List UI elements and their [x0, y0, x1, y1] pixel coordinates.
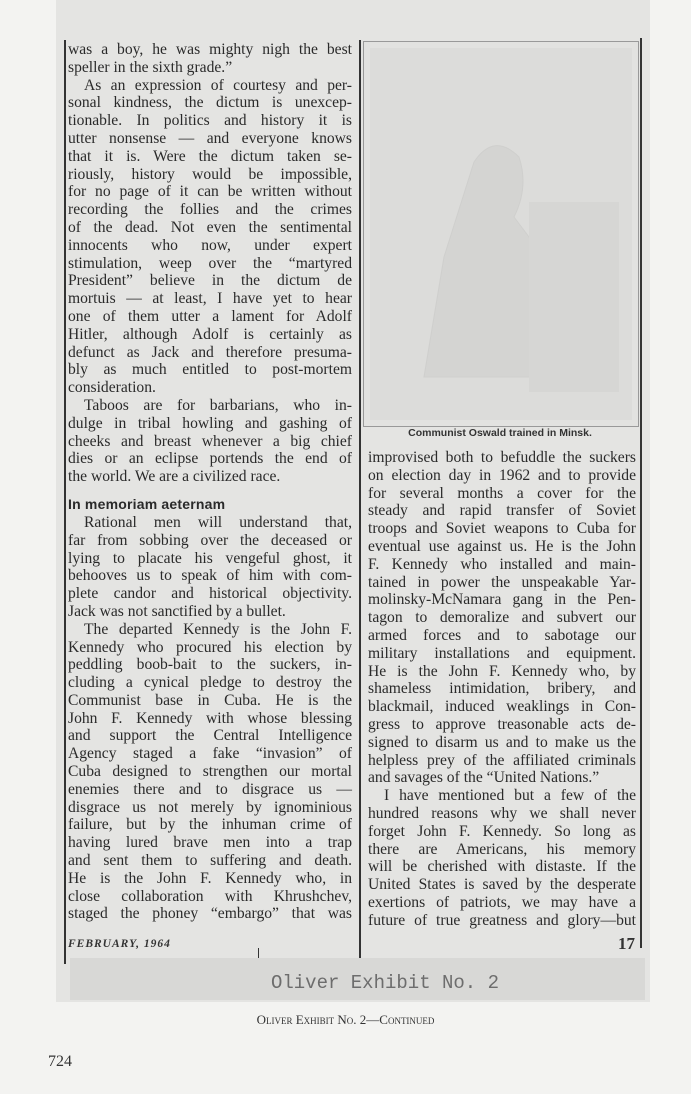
- text-line: utter nonsense — and everyone knows: [68, 129, 352, 147]
- text-line: Jack was not sanctified by a bullet.: [68, 602, 286, 620]
- text-line: having lured brave men into a trap: [68, 834, 352, 852]
- text-line: United States is saved by the desperate: [368, 876, 636, 894]
- text-line: As an expression of courtesy and per-: [84, 76, 352, 94]
- magazine-page-number: 17: [618, 934, 635, 953]
- folio-page-number: 724: [48, 1053, 72, 1070]
- text-line: speller in the sixth grade.”: [68, 58, 233, 76]
- text-line: of the dead. Not even the sentimental: [68, 218, 352, 236]
- text-line: Agency staged a fake “invasion” of: [68, 745, 352, 763]
- text-line: cheeks and breast whenever a big chief: [68, 432, 352, 450]
- oswald-photo: [363, 41, 639, 427]
- text-line: tained in power the unspeakable Yar-: [368, 573, 636, 591]
- text-line: Hitler, although Adolf is certainly as: [68, 325, 352, 343]
- text-line: staged the phoney “embargo” that was: [68, 905, 352, 923]
- text-line: The departed Kennedy is the John F.: [84, 620, 352, 638]
- text-line: He is the John F. Kennedy who, in: [68, 869, 352, 887]
- text-line: hundred reasons why we shall never: [368, 804, 636, 822]
- text-line: lying to placate his vengeful ghost, it: [68, 549, 352, 567]
- text-line: that it is. Were the dictum taken se-: [68, 147, 352, 165]
- text-line: blackmail, induced weaklings in Con-: [368, 698, 636, 716]
- text-line: exertions of patriots, we may have a: [368, 893, 636, 911]
- text-line: signed to disarm us and to make us the: [368, 733, 636, 751]
- text-line: enemies there and to disgrace us —: [68, 780, 352, 798]
- text-line: consideration.: [68, 379, 156, 397]
- text-line: for several months a cover for the: [368, 484, 636, 502]
- text-line: was a boy, he was mighty nigh the best: [68, 41, 352, 58]
- text-line: Cuba designed to strengthen our mortal: [68, 763, 352, 781]
- text-line: F. Kennedy who installed and main-: [368, 555, 636, 573]
- text-line: helpless prey of the affiliated criminals: [368, 751, 636, 769]
- left-column: [68, 41, 352, 923]
- text-line: failure, but by the inhuman crime of: [68, 816, 352, 834]
- text-line: will be cherished with distaste. If the: [368, 858, 636, 876]
- continued-caption: Oliver Exhibit No. 2—Continued: [256, 1012, 435, 1027]
- photo-caption: Communist Oswald trained in Minsk.: [408, 427, 592, 439]
- right-column-rule: [640, 38, 642, 948]
- text-line: eventual use against us. He is the John: [368, 537, 636, 555]
- text-line: Taboos are for barbarians, who in-: [84, 396, 352, 414]
- text-line: and support the Central Intelligence: [68, 727, 352, 745]
- text-line: bly as much entitled to post-mortem: [68, 361, 352, 379]
- text-line: plete candor and historical objectivity.: [68, 585, 352, 603]
- text-line: the world. We are a civilized race.: [68, 468, 281, 486]
- text-line: defunct as Jack and therefore presuma-: [68, 343, 352, 361]
- text-line: troops and Soviet weapons to Cuba for: [368, 520, 636, 538]
- exhibit-stamp: Oliver Exhibit No. 2: [270, 972, 500, 994]
- text-line: far from sobbing over the deceased or: [68, 531, 352, 549]
- text-line: riously, history would be impossible,: [68, 165, 352, 183]
- text-line: Rational men will understand that,: [84, 513, 352, 531]
- text-line: Communist base in Cuba. He is the: [68, 691, 352, 709]
- text-line: armed forces and to sabotage our: [368, 626, 636, 644]
- text-line: forget John F. Kennedy. So long as: [368, 822, 636, 840]
- text-line: behooves us to speak of him with com-: [68, 567, 352, 585]
- text-line: future of true greatness and glory—but: [368, 911, 636, 929]
- text-line: shameless intimidation, bribery, and: [368, 680, 636, 698]
- text-line: stimulation, weep over the “martyred: [68, 254, 352, 272]
- text-line: on election day in 1962 and to provide: [368, 466, 636, 484]
- text-line: disgrace us not merely by ignominious: [68, 798, 352, 816]
- text-line: steady and rapid transfer of Soviet: [368, 502, 636, 520]
- text-line: dies or an eclipse portends the end of: [68, 450, 352, 468]
- text-line: sonal kindness, the dictum is unexcep-: [68, 94, 352, 112]
- text-line: for no page of it can be written without: [68, 183, 352, 201]
- text-line: military installations and equipment.: [368, 644, 636, 662]
- issue-date: FEBRUARY, 1964: [68, 938, 171, 950]
- text-line: mortuis — at least, I have yet to hear: [68, 290, 352, 308]
- text-line: dulge in tribal howling and gashing of: [68, 414, 352, 432]
- text-line: improvised both to befuddle the suckers: [368, 449, 636, 466]
- center-column-rule: [359, 40, 361, 960]
- text-line: President” believe in the dictum de: [68, 272, 352, 290]
- right-column: [368, 449, 636, 930]
- text-line: peddling boob-bait to the suckers, in-: [68, 656, 352, 674]
- text-line: recording the follies and the crimes: [68, 201, 352, 219]
- text-line: tionable. In politics and history it is: [68, 112, 352, 130]
- text-line: and savages of the “United Nations.”: [368, 769, 600, 787]
- left-column-rule: [64, 40, 66, 964]
- text-line: gress to approve treasonable acts de-: [368, 715, 636, 733]
- text-line: I have mentioned but a few of the: [384, 787, 636, 805]
- faded-photo-image: [364, 42, 638, 426]
- section-heading: In memoriam aeternam: [68, 495, 226, 512]
- text-line: molinsky-McNamara gang in the Pen-: [368, 591, 636, 609]
- text-line: He is the John F. Kennedy who, by: [368, 662, 636, 680]
- text-line: tagon to demoralize and subvert our: [368, 609, 636, 627]
- text-line: innocents who now, under expert: [68, 236, 352, 254]
- text-line: one of them utter a lament for Adolf: [68, 307, 352, 325]
- text-line: close collaboration with Khrushchev,: [68, 887, 352, 905]
- text-line: cluding a cynical pledge to destroy the: [68, 674, 352, 692]
- text-line: there are Americans, his memory: [368, 840, 636, 858]
- text-line: and sent them to suffering and death.: [68, 852, 352, 870]
- text-line: Kennedy who procured his election by: [68, 638, 352, 656]
- text-line: John F. Kennedy with whose blessing: [68, 709, 352, 727]
